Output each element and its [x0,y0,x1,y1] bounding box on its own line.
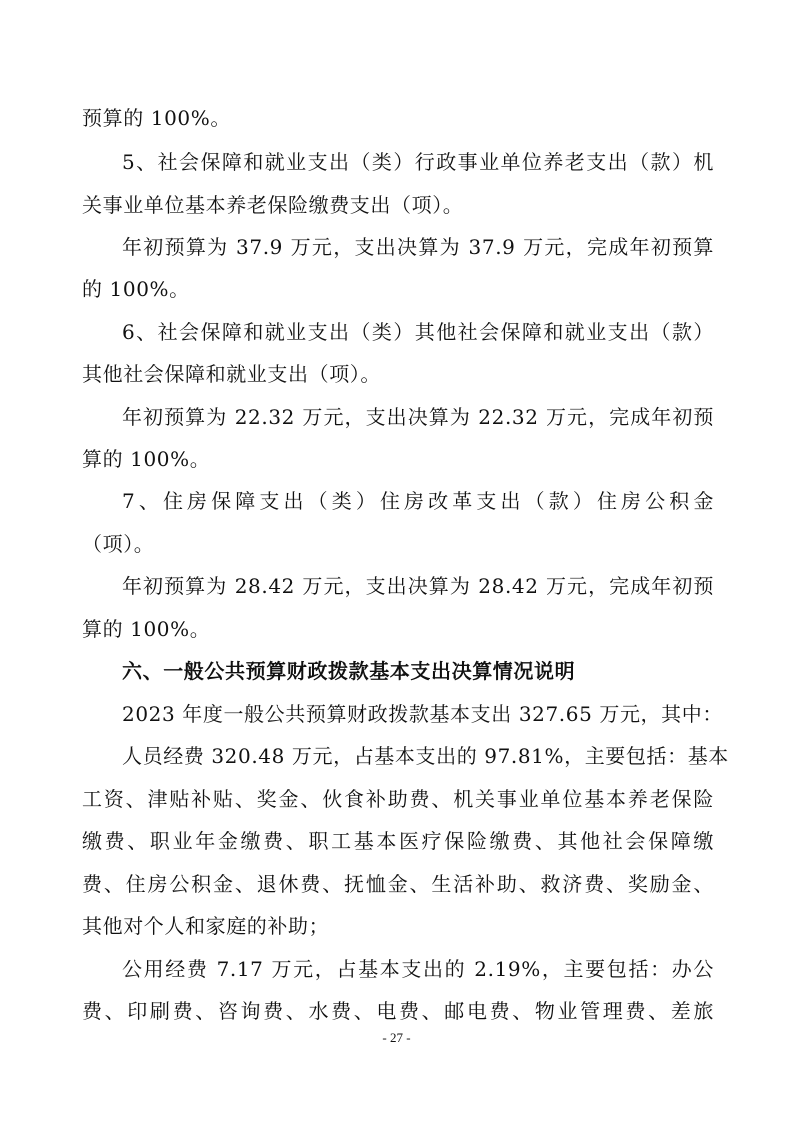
text-line: 预算的 100%。 [82,106,231,130]
text-line: 缴费、职业年金缴费、职工基本医疗保险缴费、其他社会保障缴 [82,829,714,853]
text-line: 6、社会保障和就业支出（类）其他社会保障和就业支出（款） [122,320,714,344]
text-line: 算的 100%。 [82,447,211,471]
text-line: 年初预算为 37.9 万元，支出决算为 37.9 万元，完成年初预算 [122,235,714,259]
text-line: 其他社会保障和就业支出（项）。 [82,362,381,386]
page-number: - 27 - [382,1030,411,1045]
text-line: 的 100%。 [82,277,190,301]
text-line: 年初预算为 22.32 万元，支出决算为 22.32 万元，完成年初预 [122,405,714,429]
text-line: （项）。 [82,532,155,556]
text-line: 人员经费 320.48 万元，占基本支出的 97.81%，主要包括：基本 [122,744,729,768]
text-line: 2023 年度一般公共预算财政拨款基本支出 327.65 万元，其中： [122,702,723,726]
text-line: 费、住房公积金、退休费、抚恤金、生活补助、救济费、奖励金、 [82,872,714,896]
section-heading: 六、一般公共预算财政拨款基本支出决算情况说明 [122,659,576,683]
text-line: 关事业单位基本养老保险缴费支出（项）。 [82,193,464,217]
text-line: 公用经费 7.17 万元，占基本支出的 2.19%，主要包括：办公 [122,957,714,981]
text-line: 5、社会保障和就业支出（类）行政事业单位养老支出（款）机 [122,150,714,174]
text-line: 7、住房保障支出（类）住房改革支出（款）住房公积金 [122,489,714,513]
text-line: 费、印刷费、咨询费、水费、电费、邮电费、物业管理费、差旅 [82,999,714,1023]
text-line: 算的 100%。 [82,617,211,641]
text-line: 工资、津贴补贴、奖金、伙食补助费、机关事业单位基本养老保险 [82,787,714,811]
text-line: 其他对个人和家庭的补助； [82,914,330,938]
text-line: 年初预算为 28.42 万元，支出决算为 28.42 万元，完成年初预 [122,574,714,598]
